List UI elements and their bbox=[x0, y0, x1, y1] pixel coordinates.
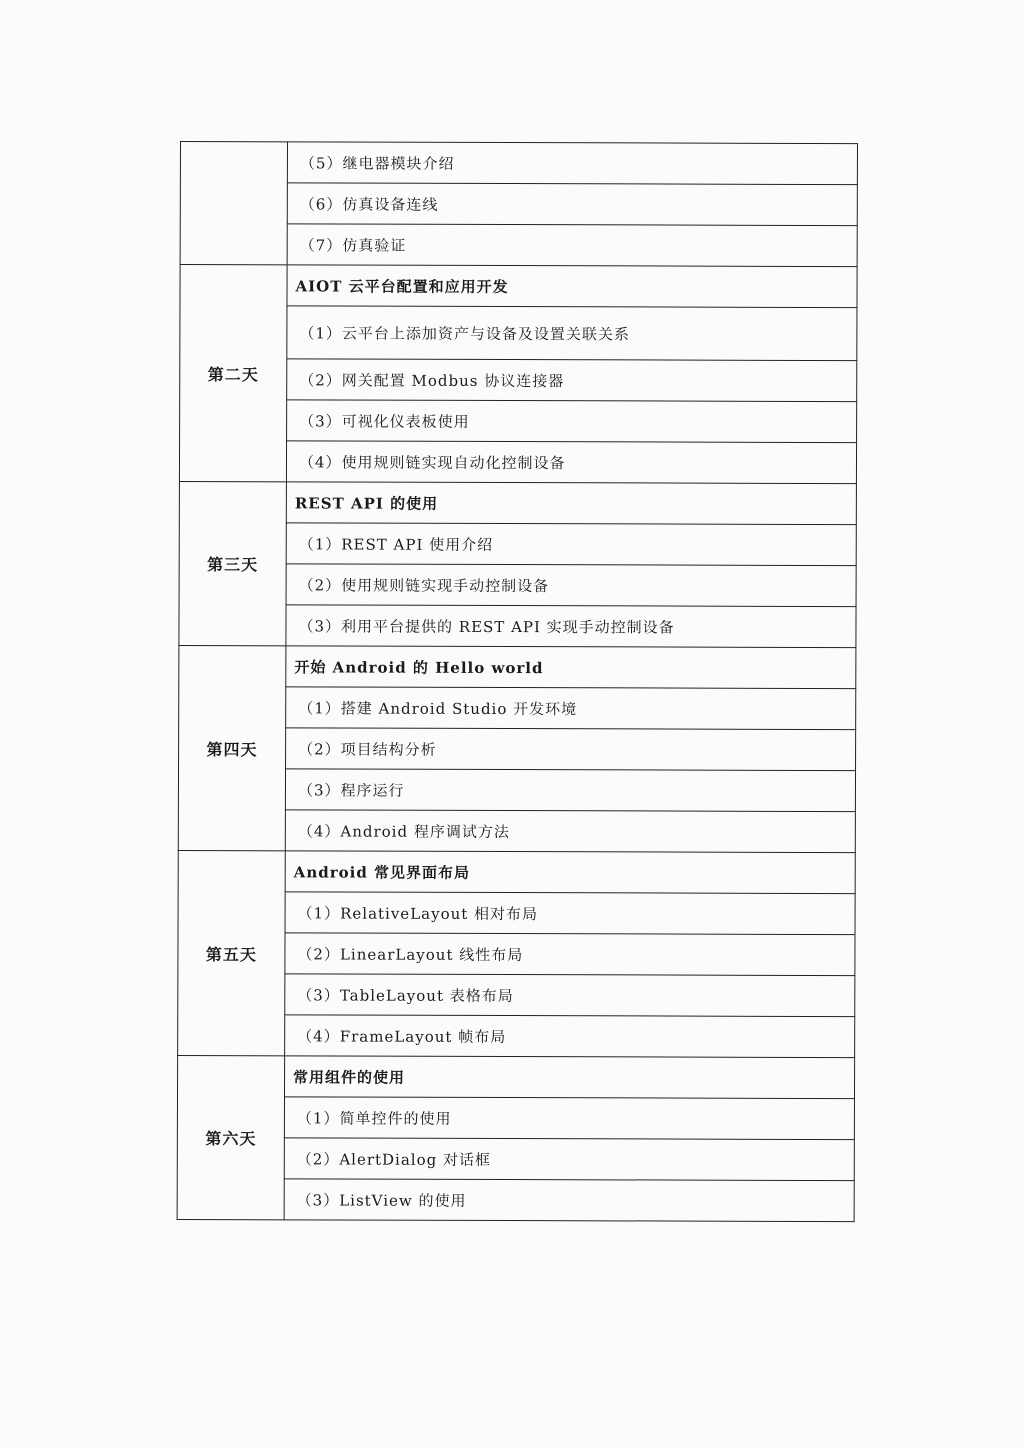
topic-item: （1）云平台上添加资产与设备及设置关联关系 bbox=[287, 306, 857, 361]
topic-item: （3）TableLayout 表格布局 bbox=[285, 974, 855, 1017]
training-schedule-table bbox=[177, 141, 858, 1222]
topic-item: （2）LinearLayout 线性布局 bbox=[285, 933, 855, 976]
topic-item: （1）简单控件的使用 bbox=[284, 1097, 854, 1140]
section-heading: Android 常见界面布局 bbox=[285, 851, 855, 894]
topic-item: （5）继电器模块介绍 bbox=[287, 142, 857, 185]
topic-item: （4）使用规则链实现自动化控制设备 bbox=[286, 441, 856, 484]
day-cell: 第六天 bbox=[177, 1055, 285, 1219]
table-row bbox=[179, 645, 856, 688]
topic-item: （2）项目结构分析 bbox=[286, 728, 856, 771]
topic-item: （1）REST API 使用介绍 bbox=[286, 523, 856, 566]
topic-item: （3）程序运行 bbox=[285, 769, 855, 812]
table-row bbox=[180, 142, 857, 185]
section-heading: REST API 的使用 bbox=[286, 482, 856, 525]
table-row bbox=[179, 481, 856, 524]
day-cell: 第二天 bbox=[179, 265, 287, 482]
topic-item: （1）搭建 Android Studio 开发环境 bbox=[286, 687, 856, 730]
day-cell: 第四天 bbox=[178, 645, 286, 850]
topic-item: （2）使用规则链实现手动控制设备 bbox=[286, 564, 856, 607]
topic-item: （1）RelativeLayout 相对布局 bbox=[285, 892, 855, 935]
topic-item: （2）网关配置 Modbus 协议连接器 bbox=[287, 359, 857, 402]
day-cell: 第三天 bbox=[179, 481, 287, 645]
day-cell bbox=[180, 142, 287, 265]
topic-item: （2）AlertDialog 对话框 bbox=[284, 1138, 854, 1181]
topic-item: （3）利用平台提供的 REST API 实现手动控制设备 bbox=[286, 605, 856, 648]
topic-item: （4）FrameLayout 帧布局 bbox=[285, 1015, 855, 1058]
topic-item: （6）仿真设备连线 bbox=[287, 183, 857, 226]
topic-item: （3）ListView 的使用 bbox=[284, 1179, 854, 1222]
topic-item: （7）仿真验证 bbox=[287, 224, 857, 267]
section-heading: AIOT 云平台配置和应用开发 bbox=[287, 265, 857, 308]
topic-item: （4）Android 程序调试方法 bbox=[285, 810, 855, 853]
day-cell: 第五天 bbox=[178, 850, 286, 1055]
section-heading: 开始 Android 的 Hello world bbox=[286, 646, 856, 689]
table-row bbox=[177, 1055, 854, 1098]
table-row bbox=[180, 265, 857, 308]
section-heading: 常用组件的使用 bbox=[284, 1056, 854, 1099]
topic-item: （3）可视化仪表板使用 bbox=[287, 400, 857, 443]
table-row bbox=[178, 850, 855, 893]
